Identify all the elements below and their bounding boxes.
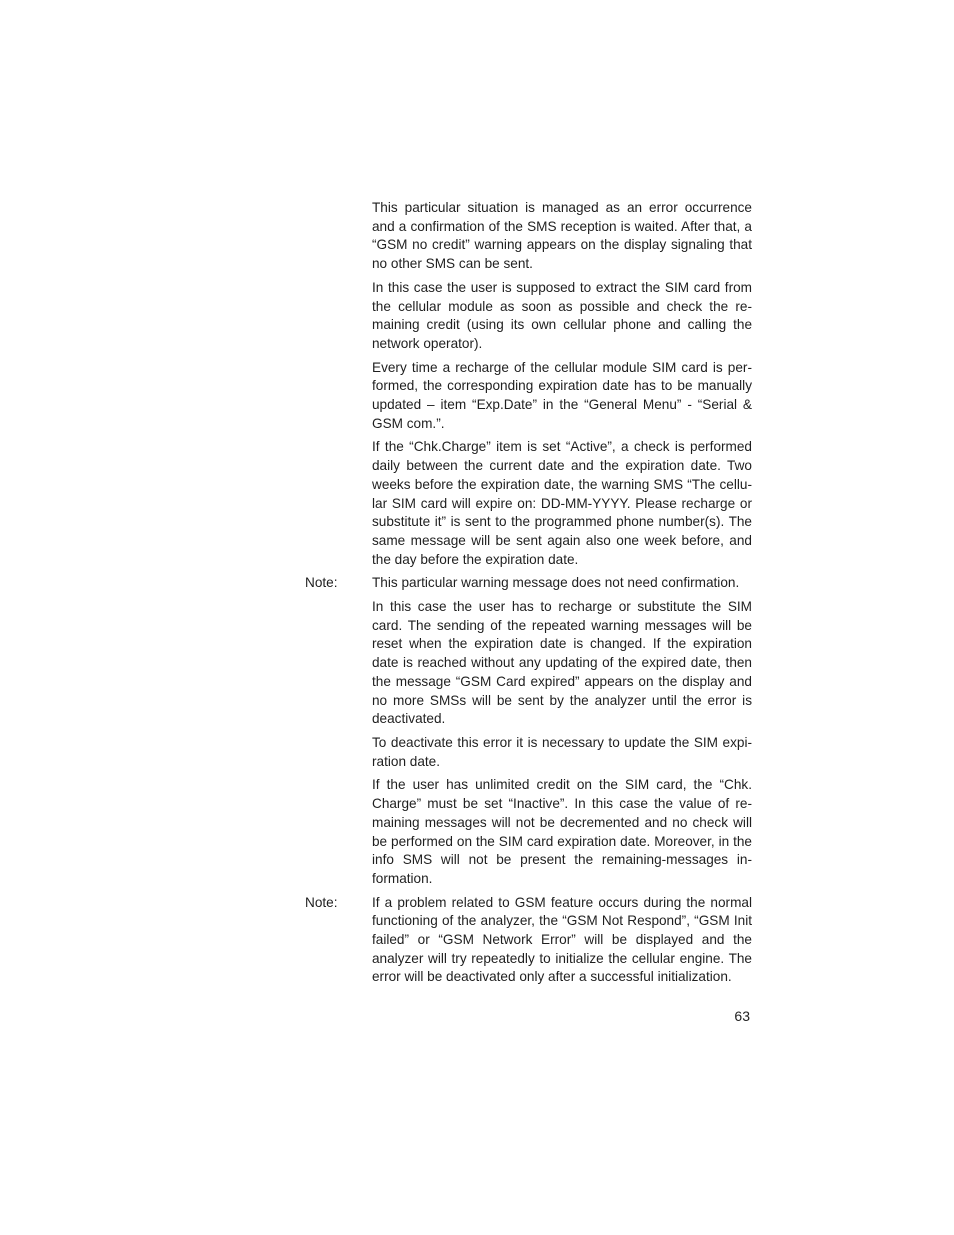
page-number: 63	[734, 1008, 750, 1024]
paragraph-recharge-substitute: In this case the user has to recharge or substitute the SIM card. The sending of the repeated warning messages will be reset when the expiration date is changed. If the expiration date is reached without any updating of the expired date, then the message “GSM Card expired” appears on the display and no more SMSs will be sent by the analyzer until the error is deactivated.	[372, 599, 752, 727]
note-text: This particular warning message does not need confirmation.	[372, 575, 740, 591]
note-text: If a problem related to GSM feature occurs during the normal functioning of the analyzer, the “GSM Not Respond”, “GSM Init failed” or “GSM Network Error” will be displayed and the analyzer will try repeatedly to initialize the cellular engine. The error will be deactivated only after a successful initialization.	[372, 894, 752, 985]
paragraph-chk-charge: If the “Chk.Charge” item is set “Active”, a check is performed daily between the current date and the expiration date. Two weeks before the expiration date, the warning SMS “The cellular SIM card will expire on: DD-MM-YYYY. Please recharge or substitute it” is sent to the programmed phone number(s). The same message will be sent again also one week before, and the day before the expiration date.	[372, 439, 752, 567]
body-text	[305, 199, 752, 992]
paragraph-recharge-update: Every time a recharge of the cellular module SIM card is performed, the corresponding expiration date has to be manually updated – item “Exp.Date” in the “General Menu” - “Serial & GSM com.”.	[372, 359, 752, 431]
note-block-2	[305, 894, 752, 988]
paragraph-deactivate-error: To deactivate this error it is necessary to update the SIM expiration date.	[372, 734, 752, 769]
paragraph-extract-sim: In this case the user is supposed to extract the SIM card from the cellular module as soon as possible and check the remaining credit (using its own cellular phone and calling the network operator).	[372, 279, 752, 351]
note-label: Note:	[305, 575, 338, 591]
note-label: Note:	[305, 894, 338, 910]
note-block-1	[305, 574, 752, 593]
paragraph-unlimited-credit: If the user has unlimited credit on the SIM card, the “Chk. Charge” must be set “Inactive”. In this case the value of remaining messages will not be decremented and no check will be performed on the SIM card expiration date. Moreover, in the info SMS will not be present the remaining-messages information.	[372, 777, 752, 886]
paragraph-sms-error: This particular situation is managed as an error occurrence and a confirmation of the SMS reception is waited. After that, a “GSM no credit” warning appears on the display signaling that no other SMS can be sent.	[372, 200, 752, 272]
